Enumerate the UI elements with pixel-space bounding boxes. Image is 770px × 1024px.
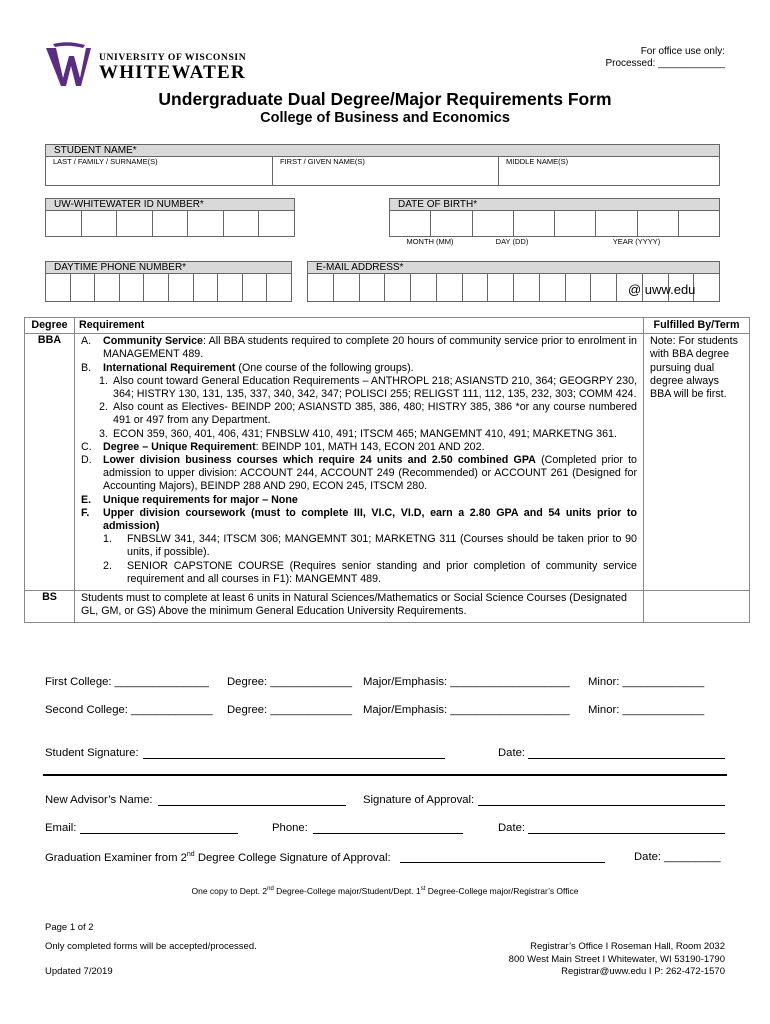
page-subtitle: College of Business and Economics xyxy=(260,110,510,126)
office-use-label: For office use only: xyxy=(640,46,725,57)
item-e-letter: E. xyxy=(81,493,92,506)
processed-field[interactable]: ____________ xyxy=(658,58,725,69)
item-b-title: International Requirement xyxy=(103,361,236,374)
advisor-email-line[interactable] xyxy=(80,823,238,834)
item-b-letter: B. xyxy=(81,361,92,374)
student-signature-line[interactable] xyxy=(143,748,445,759)
last-name-label: LAST / FAMILY / SURNAME(S) xyxy=(53,157,158,166)
last-name-field[interactable] xyxy=(46,157,273,185)
graduation-examiner-label xyxy=(45,851,391,864)
second-college-field[interactable]: Second College: _____________ xyxy=(45,704,213,716)
graduation-signature-line[interactable] xyxy=(400,852,605,863)
item-a-text: : All BBA students required to complete 20 hours of community service prior to enrolment in MANAGEMENT 489. xyxy=(103,335,637,361)
id-header: UW-WHITEWATER ID NUMBER* xyxy=(45,198,295,211)
registrar-line-1: Registrar’s Office I Roseman Hall, Room 2032 xyxy=(530,941,725,952)
item-b1-num: 1. xyxy=(99,374,108,387)
email-suffix: @ uww.edu xyxy=(628,282,696,297)
advisor-date-line[interactable] xyxy=(528,823,725,834)
university-name: UNIVERSITY OF WISCONSIN xyxy=(99,52,247,63)
processed-label: Processed: xyxy=(605,58,656,69)
month-label: MONTH (MM) xyxy=(406,237,454,246)
id-number-field[interactable] xyxy=(45,211,295,237)
dob-header: DATE OF BIRTH* xyxy=(389,198,720,211)
advisor-name-label: New Advisor’s Name: xyxy=(45,794,153,806)
item-a-title: Community Service xyxy=(103,335,204,348)
first-name-label: FIRST / GIVEN NAME(S) xyxy=(280,157,365,166)
second-degree-field[interactable]: Degree: _____________ xyxy=(227,704,353,716)
bs-fulfilled[interactable] xyxy=(644,591,750,623)
bba-row xyxy=(25,334,750,591)
bs-row xyxy=(25,591,750,623)
approval-signature-label: Signature of Approval: xyxy=(363,794,475,806)
registrar-info xyxy=(509,941,725,979)
advisor-phone-line[interactable] xyxy=(313,823,463,834)
item-f2-text: SENIOR CAPSTONE COURSE (Requires senior standing and prior completion of community service requirement and all courses in F1): MANGEMNT 489. xyxy=(127,559,637,585)
item-b-text: (One course of the following groups). xyxy=(235,361,414,374)
year-label: YEAR (YYYY) xyxy=(612,237,661,246)
grad-pre: Graduation Examiner from 2 xyxy=(45,851,187,864)
copy-pre: One copy to Dept. 2 xyxy=(191,886,268,896)
item-d-title: Lower division business courses which require 24 units and 2.50 combined GPA xyxy=(103,454,536,467)
dob-field[interactable] xyxy=(389,211,720,237)
phone-header: DAYTIME PHONE NUMBER* xyxy=(45,261,292,274)
email-header: E-MAIL ADDRESS* xyxy=(307,261,720,274)
degree-column-header: Degree xyxy=(25,318,75,334)
item-e-title: Unique requirements for major – None xyxy=(103,493,298,506)
middle-name-label: MIDDLE NAME(S) xyxy=(506,157,569,166)
second-major-field[interactable]: Major/Emphasis: ___________________ xyxy=(363,704,570,716)
advisor-date-label: Date: xyxy=(498,822,526,834)
email-label: Email: xyxy=(45,822,77,834)
bs-degree: BS xyxy=(25,591,75,623)
bba-degree: BBA xyxy=(25,334,75,591)
copy-mid: Degree-College major/Student/Dept. 1 xyxy=(273,886,421,896)
item-f1-text: FNBSLW 341, 344; ITSCM 306; MANGEMNT 301; MARKETNG 311 (Courses should be taken prior to 90 units, if possible). xyxy=(127,533,637,559)
phone-field[interactable] xyxy=(45,274,292,302)
table-header-row xyxy=(25,318,750,334)
item-c-letter: C. xyxy=(81,440,92,453)
registrar-line-3: Registrar@uww.edu I P: 262-472-1570 xyxy=(561,966,725,977)
grad-sup: nd xyxy=(186,851,195,858)
day-label: DAY (DD) xyxy=(495,237,529,246)
first-degree-field[interactable]: Degree: _____________ xyxy=(227,676,353,688)
student-date-label: Date: xyxy=(498,747,526,759)
requirement-column-header: Requirement xyxy=(75,318,644,334)
item-b1-text: Also count toward General Education Requirements – ANTHROPL 218; ASIANSTD 210, 364; GEOGRPY 230, 364; HISTRY 130, 131, 135, 337, 340, 342, 347; POLISCI 255; RELIGST 111, 112, 135, 232, 303; COMM 424. xyxy=(113,374,637,401)
approval-signature-line[interactable] xyxy=(478,795,725,806)
bba-requirements xyxy=(75,334,644,591)
grad-post: Degree College Signature of Approval: xyxy=(194,851,391,864)
second-minor-field[interactable]: Minor: _____________ xyxy=(588,704,705,716)
updated-date: Updated 7/2019 xyxy=(45,966,113,977)
item-c-title: Degree – Unique Requirement xyxy=(103,440,256,453)
graduation-date-field[interactable]: Date: _________ xyxy=(634,851,721,863)
copy-sup1: nd xyxy=(267,886,274,893)
first-major-field[interactable]: Major/Emphasis: ___________________ xyxy=(363,676,570,688)
dob-sublabels xyxy=(389,237,720,247)
student-name-fields xyxy=(45,156,720,186)
item-a-letter: A. xyxy=(81,335,92,348)
item-f-letter: F. xyxy=(81,506,90,519)
item-f1-num: 1. xyxy=(103,533,112,546)
campus-name: WHITEWATER xyxy=(99,62,246,83)
bs-requirements: Students must to complete at least 6 units in Natural Sciences/Mathematics or Social Science Courses (Designated GL, GM, or GS) Above the minimum General Education University Requirements. xyxy=(75,591,644,623)
middle-name-field[interactable] xyxy=(499,157,719,185)
copy-distribution xyxy=(0,886,770,896)
copy-sup2: st xyxy=(420,886,426,893)
first-college-field[interactable]: First College: _______________ xyxy=(45,676,209,688)
advisor-name-line[interactable] xyxy=(158,795,346,806)
item-b3-num: 3. xyxy=(99,427,108,440)
phone-label: Phone: xyxy=(272,822,308,834)
item-b2-num: 2. xyxy=(99,401,108,414)
completed-notice: Only completed forms will be accepted/processed. xyxy=(45,941,257,952)
item-f-title: Upper division coursework (must to complete III, VI.C, VI.D, earn a 2.80 GPA and 54 units prior to admission) xyxy=(103,506,637,533)
item-c-text: : BEINDP 101, MATH 143, ECON 201 AND 202. xyxy=(255,440,485,453)
office-use xyxy=(605,46,725,70)
item-d-text: (Completed prior to admission to upper division: ACCOUNT 244, ACCOUNT 249 (Recommended) or ACCOUNT 261 (Designed for Accounting Majors), BEINDP 288 AND 290, ECON 245, ITSCM 280. xyxy=(103,454,637,493)
first-name-field[interactable] xyxy=(273,157,499,185)
page-title: Undergraduate Dual Degree/Major Requirements Form xyxy=(158,89,612,109)
item-f2-num: 2. xyxy=(103,559,112,572)
first-minor-field[interactable]: Minor: _____________ xyxy=(588,676,705,688)
item-b2-text: Also count as Electives- BEINDP 200; ASIANSTD 385, 386, 480; HISTRY 385, 386 *or any course numbered 491 or 497 from any Department. xyxy=(113,401,637,427)
student-date-line[interactable] xyxy=(528,748,725,759)
uw-whitewater-logo xyxy=(43,40,93,90)
fulfilled-column-header: Fulfilled By/Term xyxy=(644,318,750,334)
item-d-letter: D. xyxy=(81,454,92,467)
student-name-header: STUDENT NAME* xyxy=(45,144,720,157)
item-b3-text: ECON 359, 360, 401, 406, 431; FNBSLW 410, 491; ITSCM 465; MANGEMNT 410, 491; MARKETNG 361. xyxy=(113,427,617,440)
copy-post: Degree-College major/Registrar’s Office xyxy=(425,886,579,896)
section-divider xyxy=(43,774,727,776)
registrar-line-2: 800 West Main Street I Whitewater, WI 53190-1790 xyxy=(508,953,725,965)
requirements-table xyxy=(24,317,750,623)
bba-note[interactable]: Note: For students with BBA degree pursuing dual degree always BBA will be first. xyxy=(644,334,750,591)
student-signature-label: Student Signature: xyxy=(45,747,139,759)
page-number: Page 1 of 2 xyxy=(45,922,94,933)
